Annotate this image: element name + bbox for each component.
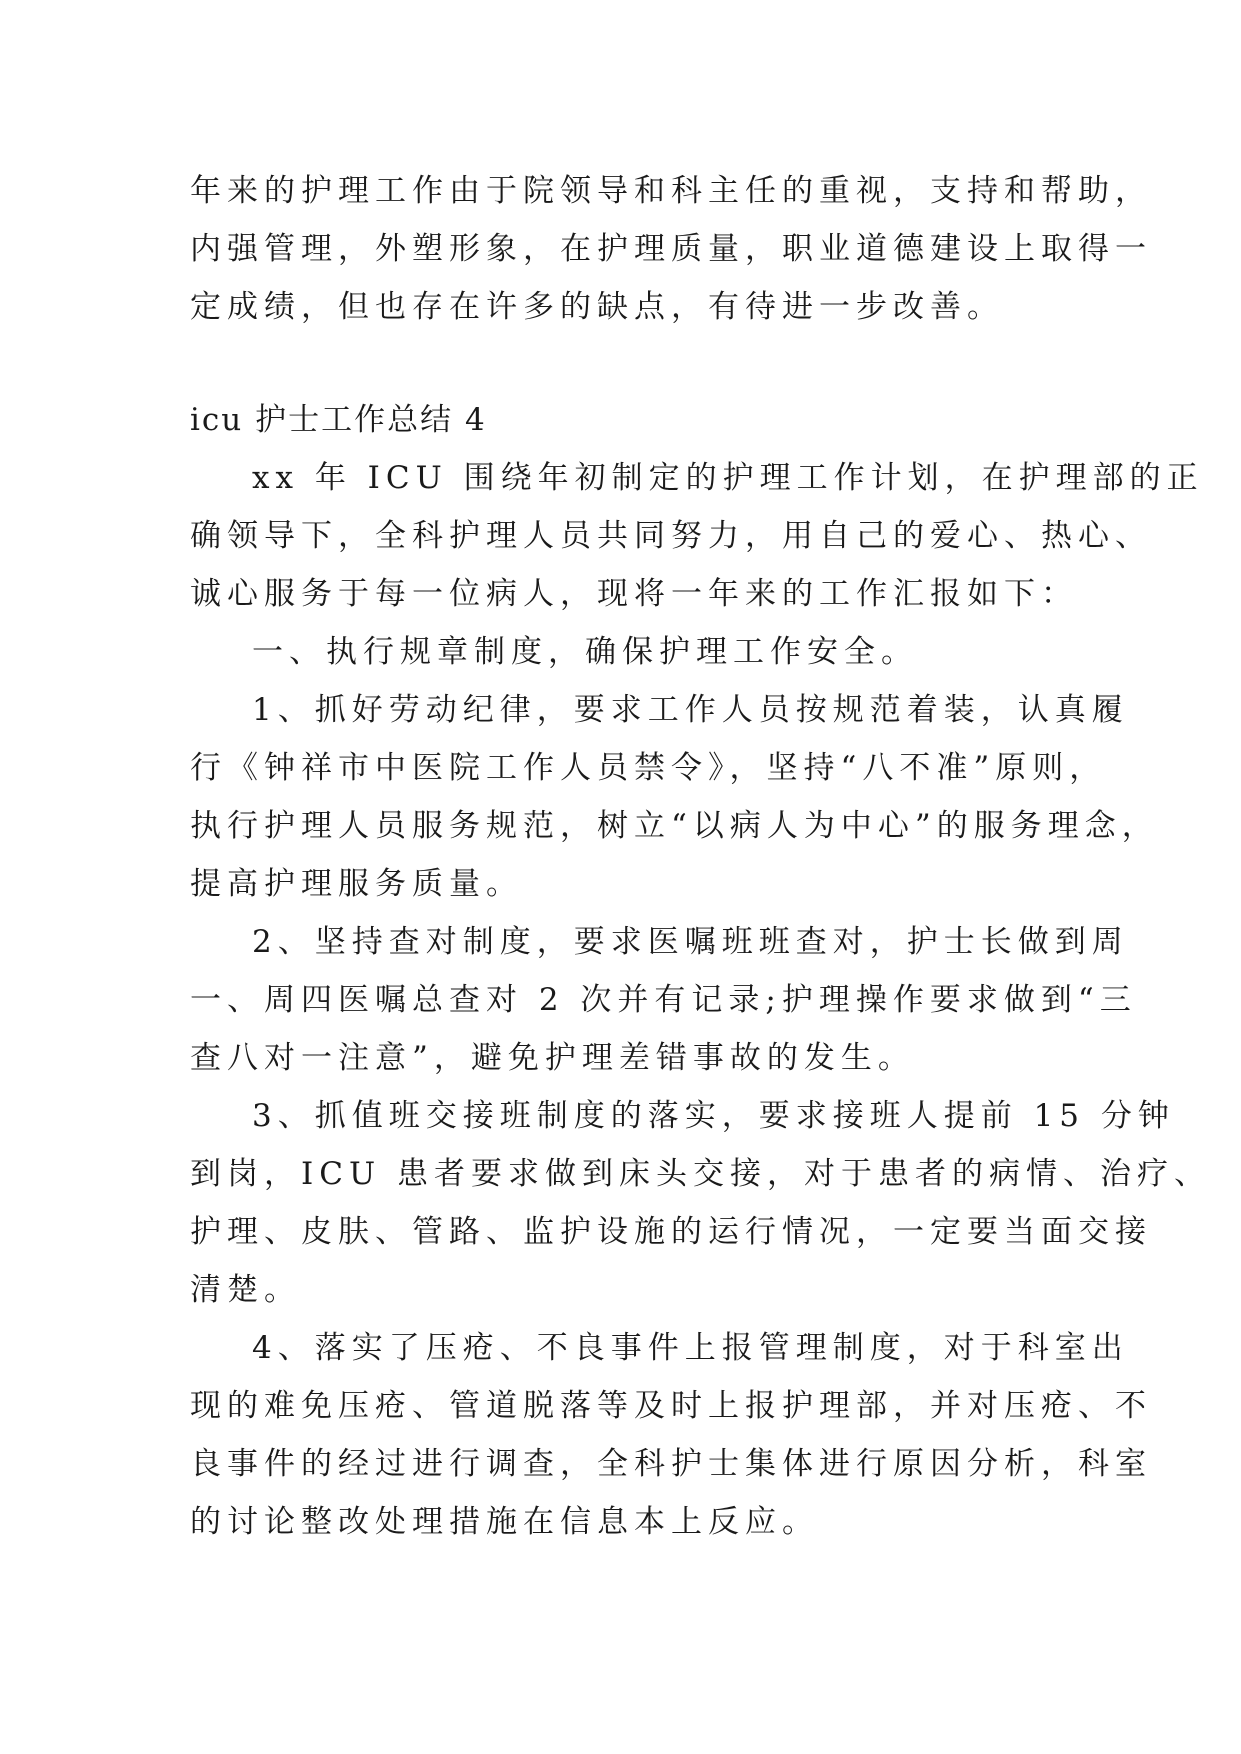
text-line: 的讨论整改处理措施在信息本上反应。 xyxy=(190,1504,819,1540)
text-line: 到岗，ICU 患者要求做到床头交接，对于患者的病情、治疗、 xyxy=(190,1156,1211,1192)
text-line: 护理、皮肤、管路、监护设施的运行情况，一定要当面交接 xyxy=(190,1214,1152,1250)
text-line: xx 年 ICU 围绕年初制定的护理工作计划，在护理部的正 xyxy=(252,460,1204,496)
text-line: 行《钟祥市中医院工作人员禁令》，坚持“八不准”原则， xyxy=(190,750,1107,786)
body-text xyxy=(190,449,1211,1551)
text-line: 1、抓好劳动纪律，要求工作人员按规范着装，认真履 xyxy=(252,692,1129,728)
text-line: 查八对一注意”，避免护理差错事故的发生。 xyxy=(190,1040,915,1076)
text-line: 3、抓值班交接班制度的落实，要求接班人提前 15 分钟 xyxy=(252,1098,1175,1134)
text-line: 2、坚持查对制度，要求医嘱班班查对，护士长做到周 xyxy=(252,924,1129,960)
text-line: 确领导下，全科护理人员共同努力，用自己的爱心、热心、 xyxy=(190,518,1152,554)
text-line: 定成绩，但也存在许多的缺点，有待进一步改善。 xyxy=(190,289,1004,325)
text-line: 执行护理人员服务规范，树立“以病人为中心”的服务理念， xyxy=(190,808,1159,844)
text-line: 提高护理服务质量。 xyxy=(190,866,523,902)
intro-paragraph xyxy=(190,162,1152,336)
text-line: 良事件的经过进行调查，全科护士集体进行原因分析，科室 xyxy=(190,1446,1152,1482)
text-line: 现的难免压疮、管道脱落等及时上报护理部，并对压疮、不 xyxy=(190,1388,1152,1424)
text-line: 一、周四医嘱总查对 2 次并有记录;护理操作要求做到“三 xyxy=(190,982,1137,1018)
text-line: 4、落实了压疮、不良事件上报管理制度，对于科室出 xyxy=(252,1330,1129,1366)
text-line: 内强管理，外塑形象，在护理质量，职业道德建设上取得一 xyxy=(190,231,1152,267)
text-line: 年来的护理工作由于院领导和科主任的重视，支持和帮助， xyxy=(190,173,1152,209)
text-line: 诚心服务于每一位病人，现将一年来的工作汇报如下： xyxy=(190,576,1078,612)
section-heading: icu 护士工作总结 4 xyxy=(190,402,487,438)
list-heading: 一、执行规章制度，确保护理工作安全。 xyxy=(252,634,918,670)
text-line: 清楚。 xyxy=(190,1272,301,1308)
